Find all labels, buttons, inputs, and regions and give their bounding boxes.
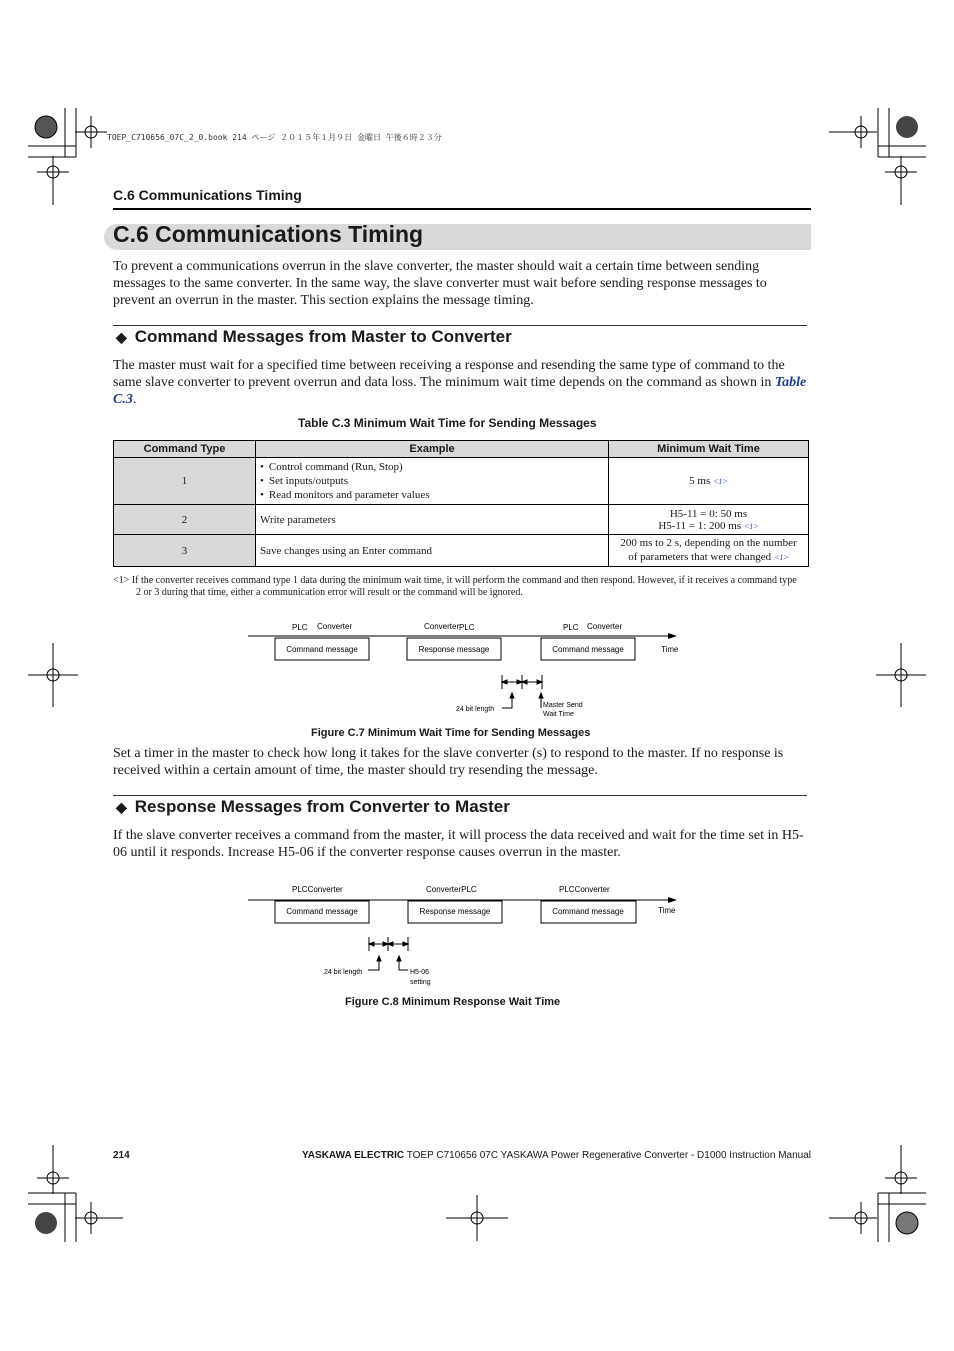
box-label: Command message	[286, 645, 358, 654]
footer-brand: YASKAWA ELECTRIC	[302, 1150, 405, 1161]
box-label: Response message	[419, 907, 491, 916]
cell-wait	[609, 458, 809, 505]
label-h506-line1: H5-06	[410, 969, 430, 976]
header-command-type: Command Type	[114, 441, 256, 458]
figure-c8	[240, 880, 690, 990]
subsection1-rule	[113, 325, 807, 326]
dimension-markers	[502, 675, 543, 708]
label-plc-converter: PLCConverter	[559, 885, 610, 894]
wait-value: H5-11 = 0: 50 ms	[669, 507, 748, 520]
example-item: • Control command (Run, Stop)	[260, 460, 604, 474]
subsection1-text: The master must wait for a specified time between receiving a response and resending the same type of command to the same slave converter to prevent overrun and data loss. The minimum wait time depends on the command as shown in	[113, 358, 785, 390]
cell-wait	[609, 505, 809, 535]
figure-c7	[240, 615, 690, 725]
cell-type: 2	[114, 505, 256, 535]
label-plc-converter: PLCConverter	[292, 885, 343, 894]
header-example: Example	[256, 441, 609, 458]
time-label: Time	[658, 906, 676, 915]
label-converter-plc: ConverterPLC	[426, 885, 477, 894]
cell-example	[256, 458, 609, 505]
label-converter: Converter	[587, 622, 623, 631]
label-converter: Converter	[424, 622, 460, 631]
subsection1-period: .	[132, 392, 137, 407]
label-plc: PLC	[563, 623, 579, 632]
paragraph-after-fig1: Set a timer in the master to check how long it takes for the slave converter (s) to respond to the master. If no response is received within a certain amount of time, the master should try resending the message.	[113, 746, 784, 778]
table-footnote: <1> If the converter receives command type 1 data during the minimum wait time, it will perform the command and then respond. However, if it receives a command type 2 or 3 during that time, either a communication error will result or the command will be ignored.	[113, 575, 797, 598]
time-label: Time	[661, 645, 679, 654]
cell-type: 3	[114, 535, 256, 567]
subsection1-paragraph	[113, 357, 810, 408]
label-24bit: 24 bit length	[456, 706, 495, 713]
running-header: C.6 Communications Timing	[113, 187, 302, 203]
label-wait-line2: Wait Time	[543, 711, 574, 718]
intro-paragraph: To prevent a communications overrun in the slave converter, the master should wait a certain time between sending messages to the same converter. In the same way, the slave converter must wait before sending response messages to prevent an overrun in the master. This section explains the message timing.	[113, 259, 767, 308]
cell-example: Write parameters	[256, 505, 609, 535]
time-arrow	[668, 897, 677, 903]
diamond-icon: ◆	[116, 799, 127, 815]
subsection2-paragraph: If the slave converter receives a command from the master, it will process the data received and wait for the time set in H5-06 until it responds. Increase H5-06 if the converter response causes overrun in the master.	[113, 828, 804, 860]
label-plc: PLC	[292, 623, 308, 632]
header-rule	[113, 208, 811, 210]
footer-doc	[302, 1150, 811, 1161]
wait-value: 5 ms	[689, 475, 711, 487]
min-wait-table	[113, 440, 809, 567]
wait-value: of parameters that were changed	[628, 551, 772, 563]
subsection1-heading	[116, 327, 512, 347]
note-tag: <1>	[713, 477, 728, 486]
cell-wait	[609, 535, 809, 567]
dimension-markers	[368, 937, 408, 970]
time-arrow	[668, 633, 677, 639]
cell-type: 1	[114, 458, 256, 505]
label-plc: PLC	[459, 623, 475, 632]
wait-value: 200 ms to 2 s, depending on the number	[620, 537, 797, 549]
crop-mark-text: TOEP_C710656_07C_2_0.book 214 ページ ２０１５年１月９日 金曜日 午後６時２３分	[107, 133, 442, 142]
page-number: 214	[113, 1150, 130, 1161]
subsection1-title: Command Messages from Master to Converter	[134, 327, 512, 346]
header-min-wait: Minimum Wait Time	[609, 441, 809, 458]
box-label: Response message	[418, 645, 490, 654]
table-caption: Table C.3 Minimum Wait Time for Sending Messages	[298, 416, 597, 430]
example-item: • Read monitors and parameter values	[260, 488, 604, 502]
subsection2-heading	[116, 797, 510, 817]
label-h506-line2: setting	[410, 979, 431, 986]
label-converter: Converter	[317, 622, 353, 631]
note-tag: <1>	[743, 521, 759, 531]
label-24bit: 24 bit length	[324, 969, 363, 976]
subsection2-rule	[113, 795, 807, 796]
table-header-row	[114, 441, 809, 458]
figure1-caption: Figure C.7 Minimum Wait Time for Sending Messages	[311, 727, 591, 739]
example-item: • Set inputs/outputs	[260, 474, 604, 488]
cell-example: Save changes using an Enter command	[256, 535, 609, 567]
table-row	[114, 535, 809, 567]
diamond-icon: ◆	[116, 329, 127, 345]
table-c3-link[interactable]: Table C.3	[113, 375, 807, 407]
box-label: Command message	[552, 645, 624, 654]
box-label: Command message	[552, 907, 624, 916]
figure2-caption: Figure C.8 Minimum Response Wait Time	[345, 996, 561, 1008]
label-wait-line1: Master Send	[543, 702, 583, 709]
table-row	[114, 458, 809, 505]
section-title: C.6 Communications Timing	[113, 221, 424, 247]
wait-value: H5-11 = 1: 200 ms	[658, 519, 742, 532]
note-tag: <1>	[773, 553, 789, 562]
footer-doc-title: TOEP C710656 07C YASKAWA Power Regenerative Converter - D1000 Instruction Manual	[404, 1150, 811, 1161]
box-label: Command message	[286, 907, 358, 916]
subsection2-title: Response Messages from Converter to Master	[134, 797, 510, 816]
table-row	[114, 505, 809, 535]
